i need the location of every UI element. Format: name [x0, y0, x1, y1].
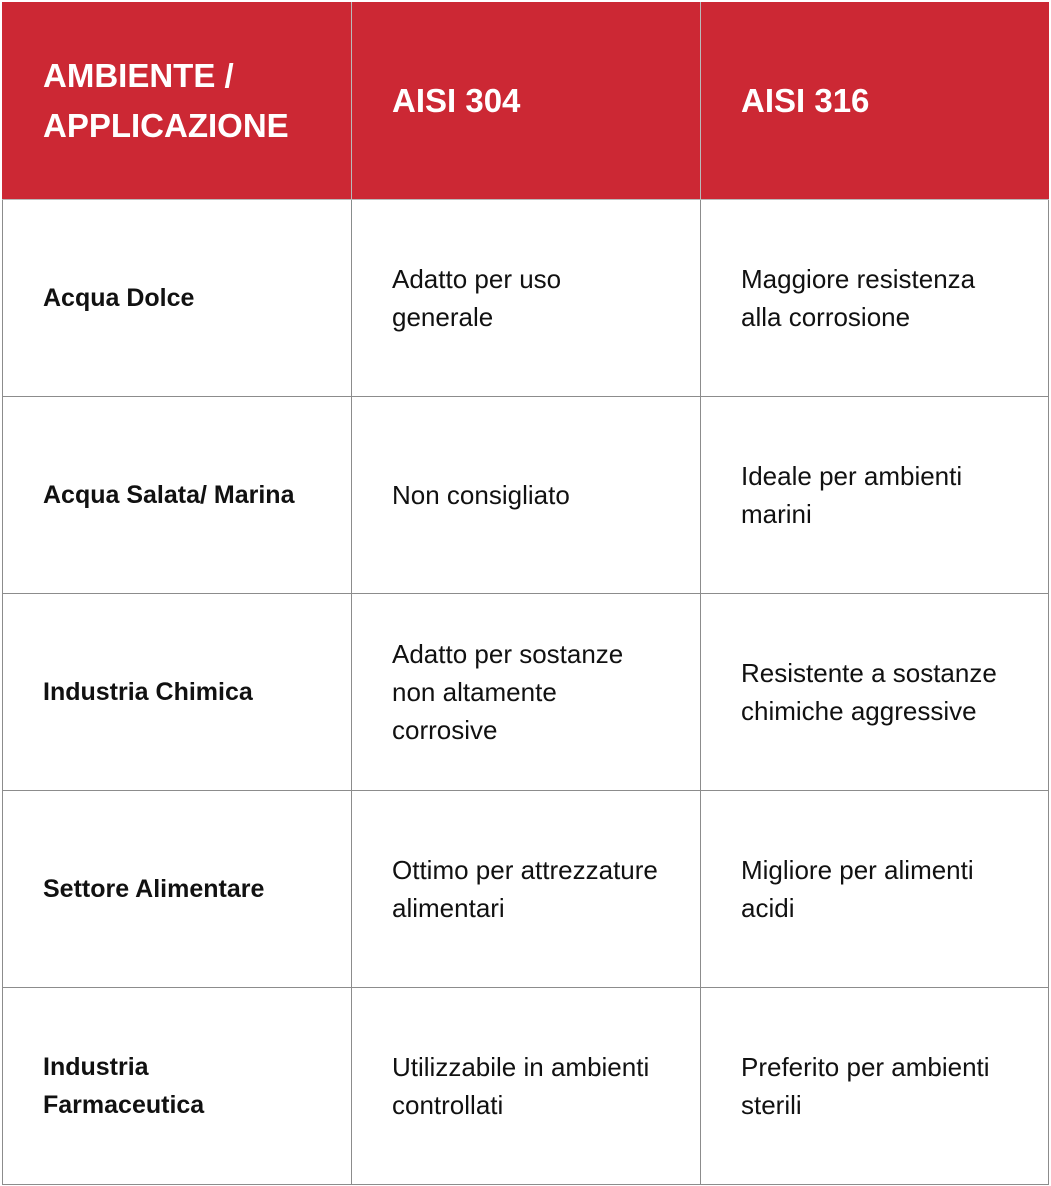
table-body [3, 200, 1049, 1185]
comparison-table [2, 2, 1049, 1185]
table-row [3, 397, 1049, 594]
aisi-316-cell: Resistente a sostanze chimiche aggressive [701, 594, 1049, 791]
header-aisi-316: AISI 316 [701, 3, 1049, 200]
aisi-316-cell: Preferito per ambienti sterili [701, 988, 1049, 1185]
environment-cell: Settore Alimentare [3, 791, 352, 988]
aisi-304-cell: Adatto per uso generale [352, 200, 701, 397]
aisi-304-cell: Non consigliato [352, 397, 701, 594]
aisi-316-cell: Maggiore resistenza alla corrosione [701, 200, 1049, 397]
table-row [3, 791, 1049, 988]
table-row [3, 594, 1049, 791]
environment-cell: Industria Chimica [3, 594, 352, 791]
aisi-316-cell: Migliore per alimenti acidi [701, 791, 1049, 988]
environment-cell: Acqua Salata/ Marina [3, 397, 352, 594]
table-row [3, 988, 1049, 1185]
header-aisi-304: AISI 304 [352, 3, 701, 200]
aisi-304-cell: Ottimo per attrezzature alimentari [352, 791, 701, 988]
environment-cell: Industria Farmaceutica [3, 988, 352, 1185]
table-header [3, 3, 1049, 200]
aisi-304-cell: Adatto per sostanze non altamente corrosive [352, 594, 701, 791]
header-environment: AMBIENTE / APPLICAZIONE [3, 3, 352, 200]
header-row [3, 3, 1049, 200]
environment-cell: Acqua Dolce [3, 200, 352, 397]
table-row [3, 200, 1049, 397]
aisi-304-cell: Utilizzabile in ambienti controllati [352, 988, 701, 1185]
aisi-316-cell: Ideale per ambienti marini [701, 397, 1049, 594]
